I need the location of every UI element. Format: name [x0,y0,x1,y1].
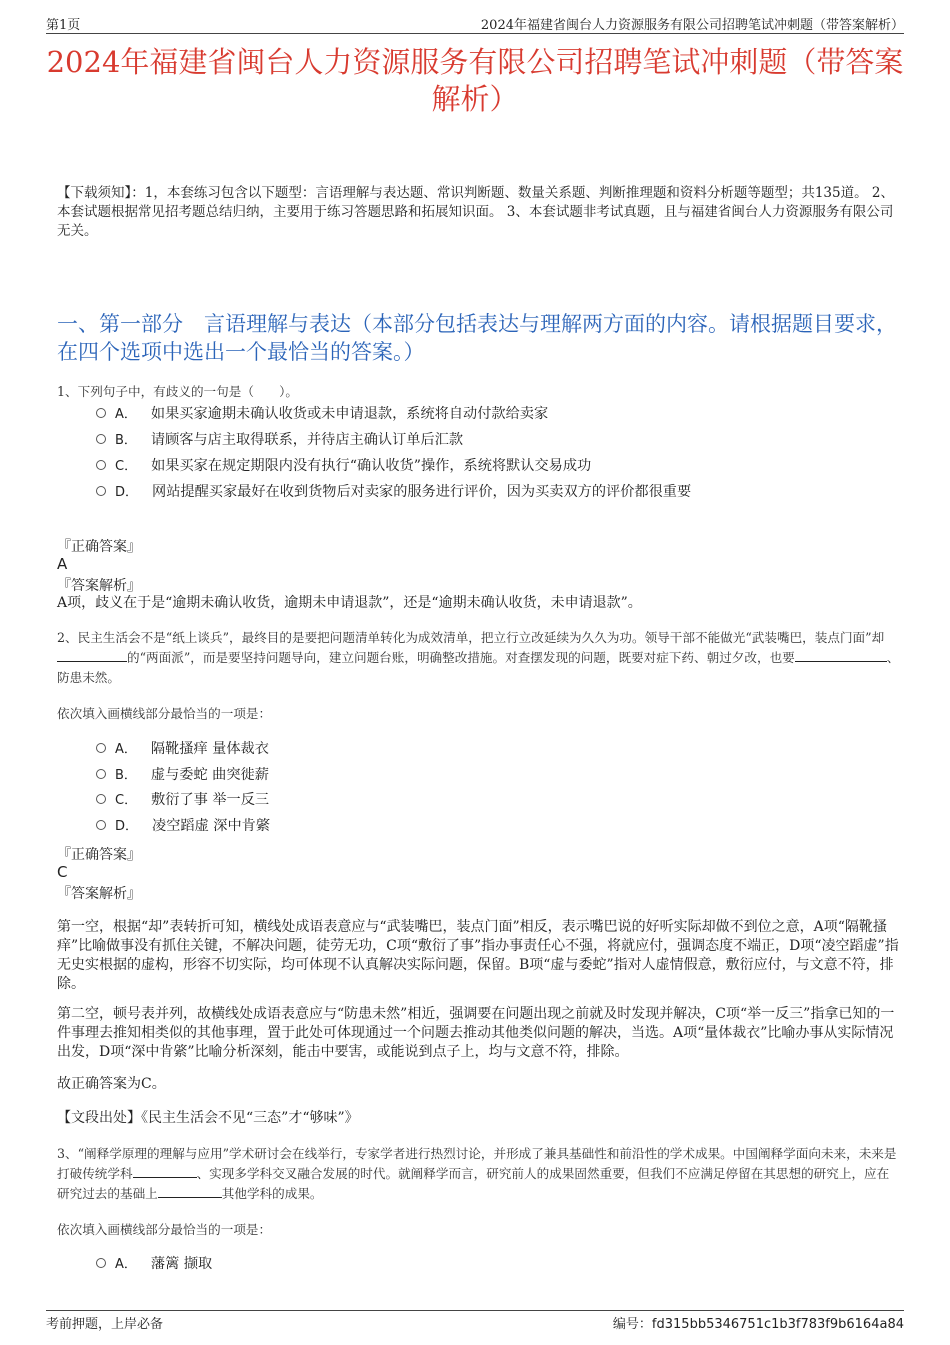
q1-option-a[interactable]: A． 如果买家逾期未确认收货或未申请退款，系统将自动付款给卖家 [96,404,548,425]
page-number: 第1页 [46,18,81,33]
q1-option-d[interactable]: D． 网站提醒买家最好在收到货物后对卖家的服务进行评价，因为买卖双方的评价都很重要 [96,482,691,503]
radio-icon[interactable] [96,408,106,418]
q3-option-a[interactable]: A． 藩篱 撷取 [96,1254,212,1275]
q1-analysis-label: 『答案解析』 [57,578,141,594]
q2-analysis-paragraph-1: 第一空，根据“却”表转折可知，横线处成语表意应与“武装嘴巴，装点门面”相反，表示嘴巴说的好听实际却做不到位之意，A项“隔靴搔痒”比喻做事没有抓住关键，不解决问题，徒劳无功，C项“敷衍了事”指办事责任心不强，将就应付，强调态度不端正，D项“凌空蹈虚”指无史实根据的虚构，形容不切实际，均可体现不认真解决实际问题，保留。B项“虚与委蛇”指对人虚情假意，敷衍应付，与文意不符，排除。 [57,919,899,992]
radio-icon[interactable] [96,1258,106,1268]
q2-prompt: 依次填入画横线部分最恰当的一项是： [57,706,272,721]
download-notice: 【下载须知】：1，本套练习包含以下题型：言语理解与表达题、常识判断题、数量关系题、判断推理题和资料分析题等题型；共135道。 2、本套试题根据常见招考题总结归纳，主要用于练习答题思路和拓展知识面。 3、本套试题非考试真题，且与福建省闽台人力资源服务有限公司无关。 [57,185,894,239]
radio-icon[interactable] [96,794,106,804]
header-doc-title: 2024年福建省闽台人力资源服务有限公司招聘笔试冲刺题（带答案解析） [480,18,904,33]
fill-blank [795,649,887,662]
q2-option-d[interactable]: D． 凌空蹈虚 深中肯綮 [96,816,270,837]
question-3-stem: 3、“阐释学原理的理解与应用”学术研讨会在线举行，专家学者进行热烈讨论，并形成了兼具基础性和前沿性的学术成果。中国阐释学面向未来，未来是打破传统学科 、实现多学科交叉融合发展的时代。就阐释学而言，研究前人的成果固然重要，但我们不应满足停留在其思想的研究上，应在研究过去的基础上 其他学科的成果。 [57,1146,897,1201]
document-title: 2024年福建省闽台人力资源服务有限公司招聘笔试冲刺题（带答案解析） [46,45,904,116]
footer-divider [46,1310,904,1311]
q1-option-c[interactable]: C． 如果买家在规定期限内没有执行“确认收货”操作，系统将默认交易成功 [96,456,591,477]
page-header [46,14,904,34]
q2-option-c[interactable]: C． 敷衍了事 举一反三 [96,790,269,811]
fill-blank [158,1185,222,1198]
q1-option-b[interactable]: B． 请顾客与店主取得联系，并待店主确认订单后汇款 [96,430,463,451]
q2-source: 【文段出处】《民主生活会不见“三态”才“够味”》 [57,1110,359,1126]
fill-blank [57,649,127,662]
q1-answer: A [57,555,68,573]
q2-analysis-label: 『答案解析』 [57,886,141,902]
q2-answer: C [57,863,68,881]
header-divider [46,33,904,34]
section-title: 一、第一部分 言语理解与表达（本部分包括表达与理解两方面的内容。请根据题目要求，在四个选项中选出一个最恰当的答案。） [57,312,897,364]
q2-option-b[interactable]: B． 虚与委蛇 曲突徙薪 [96,765,269,786]
radio-icon[interactable] [96,486,106,496]
q2-correct-label: 『正确答案』 [57,847,141,863]
q2-analysis-paragraph-2: 第二空，顿号表并列，故横线处成语表意应与“防患未然”相近，强调要在问题出现之前就及时发现并解决，C项“举一反三”指拿已知的一件事理去推知相类似的其他事理，置于此处可体现通过一个问题去推动其他类似问题的解决，当选。A项“量体裁衣”比喻办事从实际情况出发，D项“深中肯綮”比喻分析深刻，能击中要害，或能说到点子上，均与文意不符，排除。 [57,1006,895,1060]
footer-code: 编号：fd315bb5346751c1b3f783f9b6164a84 [612,1317,904,1332]
question-1-stem: 1、下列句子中，有歧义的一句是（ ）。 [57,384,298,399]
radio-icon[interactable] [96,460,106,470]
radio-icon[interactable] [96,743,106,753]
radio-icon[interactable] [96,820,106,830]
q1-correct-label: 『正确答案』 [57,539,141,555]
fill-blank [133,1165,197,1178]
page-footer [46,1313,904,1332]
q1-analysis: A项，歧义在于是“逾期未确认收货，逾期未申请退款”，还是“逾期未确认收货，未申请退款”。 [57,595,642,611]
radio-icon[interactable] [96,434,106,444]
q3-prompt: 依次填入画横线部分最恰当的一项是： [57,1222,272,1237]
q2-option-a[interactable]: A． 隔靴搔痒 量体裁衣 [96,739,269,760]
question-2-stem: 2、民主生活会不是“纸上谈兵”，最终目的是要把问题清单转化为成效清单，把立行立改延续为久久为功。领导干部不能做光“武装嘴巴，装点门面”却的“两面派”，而是要坚持问题导向，建立问题台账，明确整改措施。对查摆发现的问题，既要对症下药、朝过夕改，也要 、防患未然。 [57,630,900,685]
q2-conclusion: 故正确答案为C。 [57,1076,166,1092]
radio-icon[interactable] [96,769,106,779]
footer-slogan: 考前押题，上岸必备 [46,1317,164,1332]
